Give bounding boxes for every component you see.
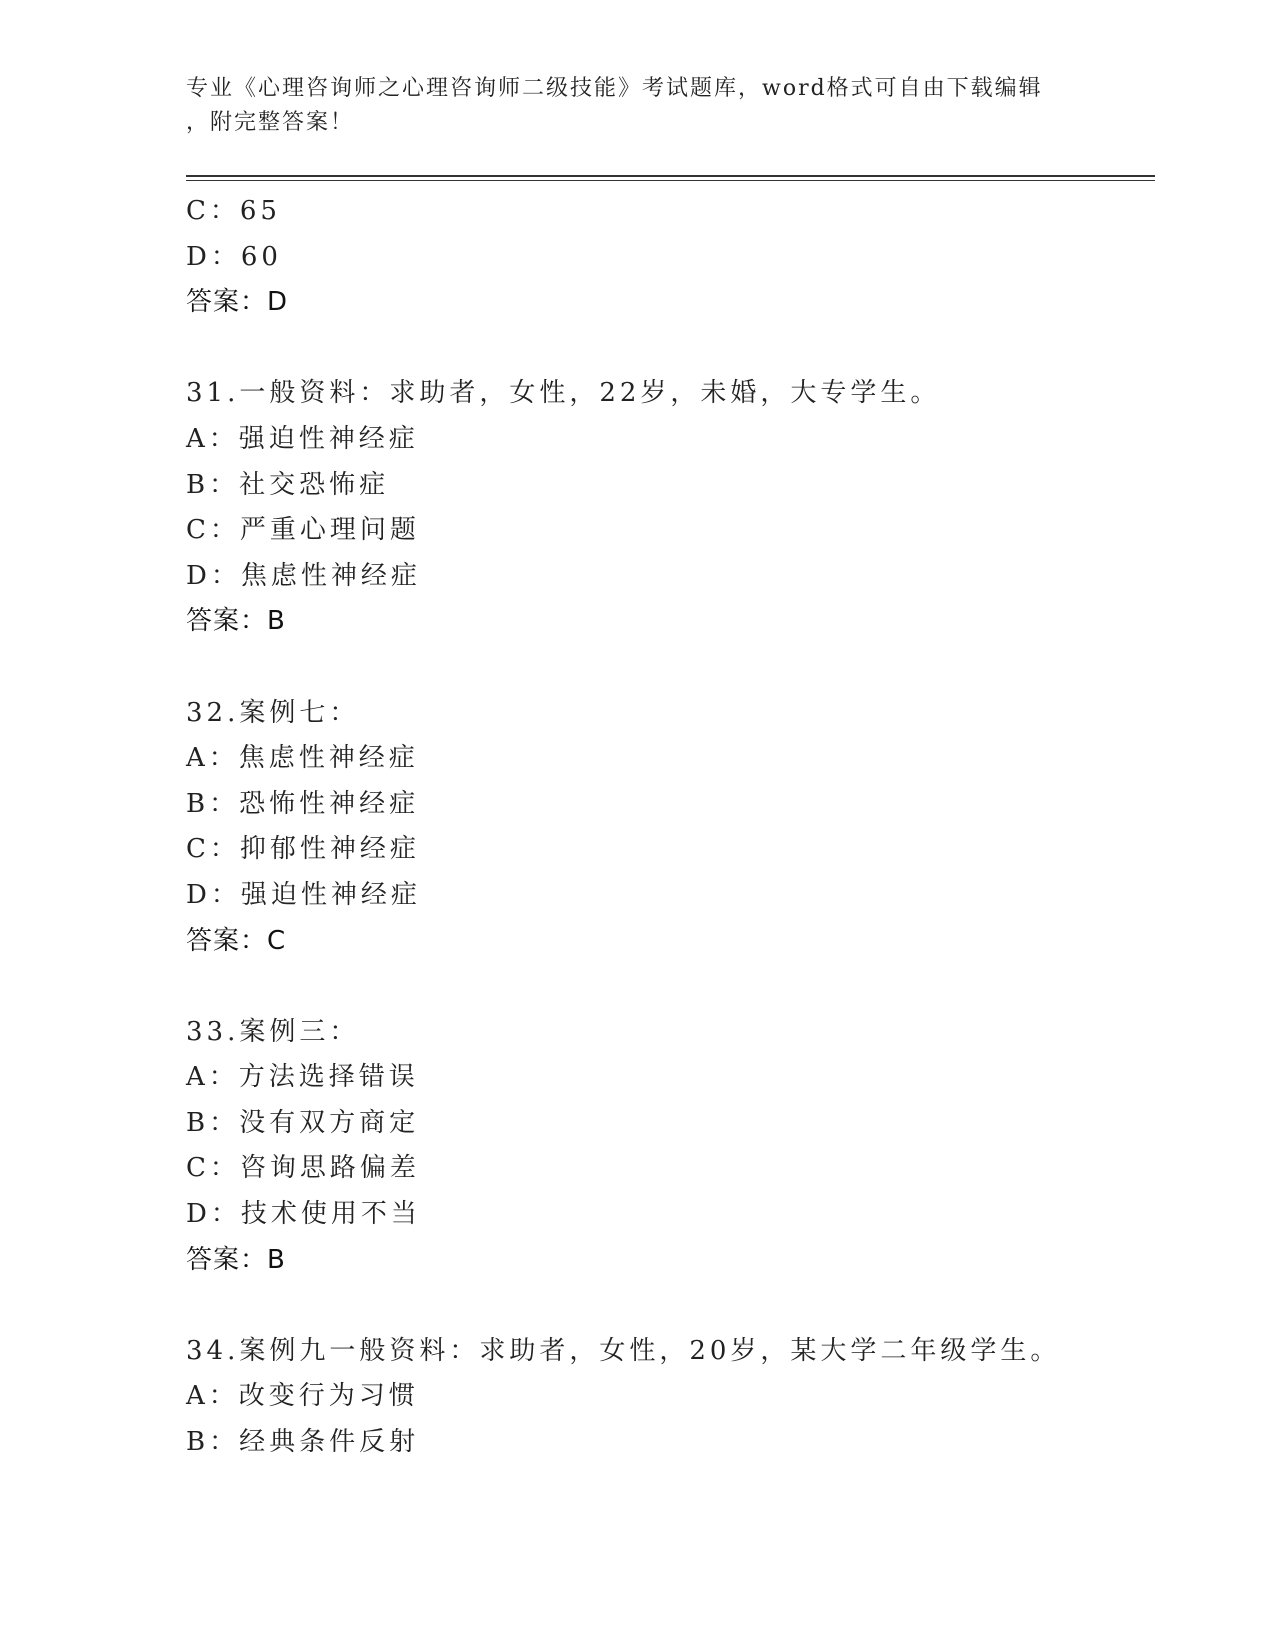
- option-a: A：改变行为习惯: [186, 1381, 419, 1412]
- question-stem: 34.案例九一般资料：求助者，女性，20岁，某大学二年级学生。: [186, 1335, 1061, 1366]
- option-c: C：严重心理问题: [186, 515, 420, 546]
- option-c: C：65: [186, 196, 281, 226]
- spacer: [186, 645, 1146, 691]
- answer-line: 答案：B: [186, 606, 286, 637]
- option-a: A：强迫性神经症: [186, 423, 419, 454]
- option-a: A：焦虑性神经症: [186, 743, 419, 774]
- answer-line: 答案：B: [186, 1244, 286, 1275]
- question-31: [186, 371, 1146, 645]
- option-a: A：方法选择错误: [186, 1062, 419, 1093]
- question-stem: 33.案例三：: [186, 1016, 360, 1047]
- header-subtitle-line: ，附完整答案！: [186, 110, 355, 135]
- spacer: [186, 1283, 1146, 1329]
- document-header: [186, 72, 1086, 140]
- question-34: [186, 1329, 1146, 1466]
- option-b: B：社交恐怖症: [186, 469, 390, 500]
- option-d: D：技术使用不当: [186, 1199, 421, 1230]
- option-d: D：强迫性神经症: [186, 879, 421, 910]
- spacer: [186, 326, 1146, 372]
- option-c: C：抑郁性神经症: [186, 834, 420, 865]
- answer-line: 答案：C: [186, 925, 287, 956]
- question-32: [186, 691, 1146, 965]
- option-d: D：60: [186, 241, 282, 272]
- option-d: D：焦虑性神经症: [186, 560, 421, 591]
- option-b: B：恐怖性神经症: [186, 788, 420, 819]
- answer-line: 答案：D: [186, 287, 289, 318]
- question-stem: 31.一般资料：求助者，女性，22岁，未婚，大专学生。: [186, 378, 941, 409]
- header-divider-thin: [186, 180, 1155, 181]
- question-list: [186, 189, 1146, 1466]
- question-stem: 32.案例七：: [186, 697, 360, 728]
- spacer: [186, 964, 1146, 1010]
- header-title-line: 专业《心理咨询师之心理咨询师二级技能》考试题库，word格式可自由下载编辑: [186, 76, 1043, 101]
- question-30-tail: [186, 189, 1146, 326]
- question-33: [186, 1010, 1146, 1284]
- option-b: B：没有双方商定: [186, 1107, 420, 1138]
- option-b: B：经典条件反射: [186, 1427, 420, 1458]
- option-c: C：咨询思路偏差: [186, 1153, 420, 1184]
- header-divider-thick: [186, 175, 1155, 177]
